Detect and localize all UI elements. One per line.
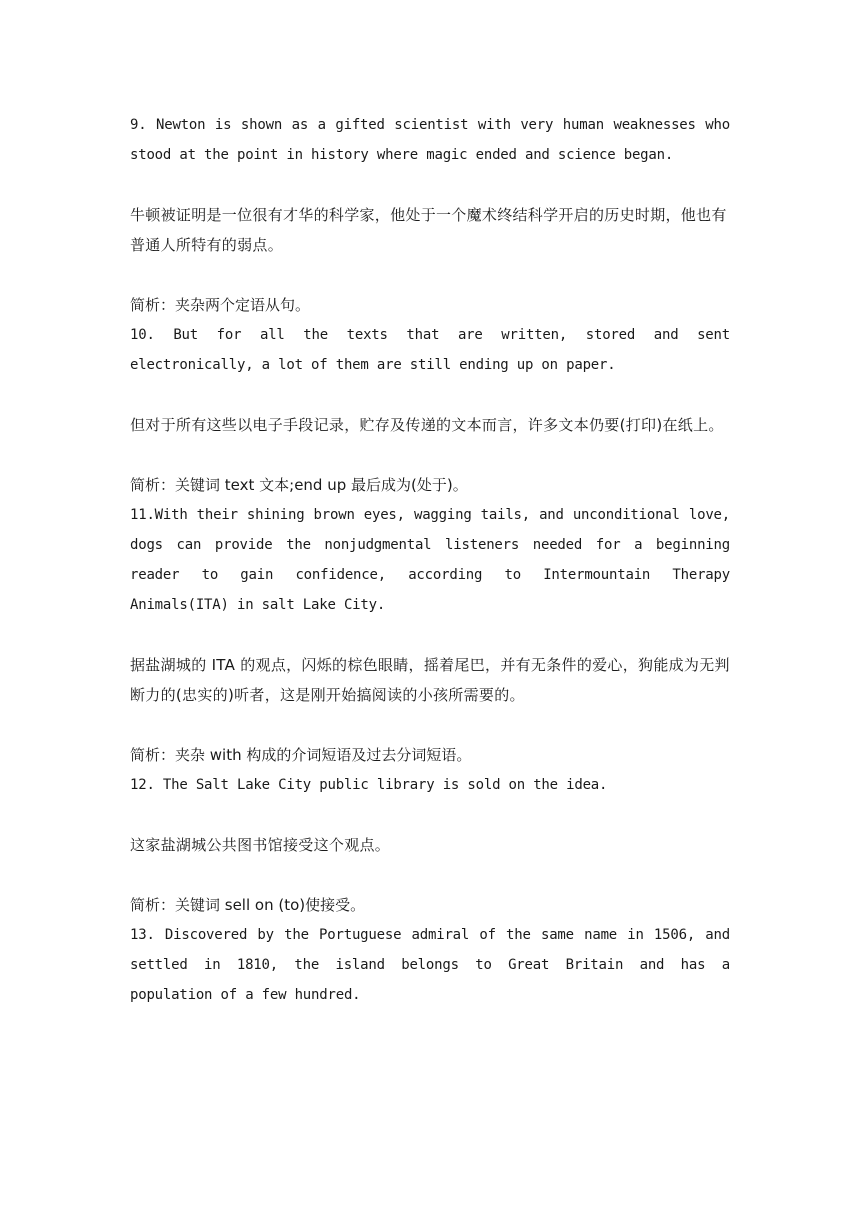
translation-12: 这家盐湖城公共图书馆接受这个观点。 <box>130 836 391 854</box>
analysis-9: 简析：夹杂两个定语从句。 <box>130 296 311 314</box>
translation-11: 据盐湖城的 ITA 的观点，闪烁的棕色眼睛，摇着尾巴，并有无条件的爱心，狗能成为无判断力的(忠实的)听者，这是刚开始搞阅读的小孩所需要的。 <box>130 656 730 704</box>
analysis-12: 简析：关键词 sell on (to)使接受。 <box>130 896 366 914</box>
translation-9: 牛顿被证明是一位很有才华的科学家，他处于一个魔术终结科学开启的历史时期，他也有普通人所特有的弱点。 <box>130 206 727 254</box>
sentence-13: 13. Discovered by the Portuguese admiral of the same name in 1506, and settled in 1810, the island belongs to Great Britain and has a population of a few hundred. <box>130 927 730 1003</box>
analysis-11: 简析：夹杂 with 构成的介词短语及过去分词短语。 <box>130 746 472 764</box>
sentence-12: 12. The Salt Lake City public library is sold on the idea. <box>130 777 608 793</box>
translation-10: 但对于所有这些以电子手段记录，贮存及传递的文本而言，许多文本仍要(打印)在纸上。 <box>130 416 724 434</box>
sentence-11: 11.With their shining brown eyes, wagging tails, and unconditional love, dogs can provide the nonjudgmental listeners needed for a beginning reader to gain confidence, according to Intermountain Therapy Animals(ITA) in salt Lake City. <box>130 507 730 613</box>
analysis-10: 简析：关键词 text 文本;end up 最后成为(处于)。 <box>130 476 468 494</box>
document-page <box>130 110 730 1010</box>
sentence-9: 9. Newton is shown as a gifted scientist with very human weaknesses who stood at the point in history where magic ended and science began. <box>130 117 730 163</box>
sentence-10: 10. But for all the texts that are written, stored and sent electronically, a lot of them are still ending up on paper. <box>130 327 730 373</box>
